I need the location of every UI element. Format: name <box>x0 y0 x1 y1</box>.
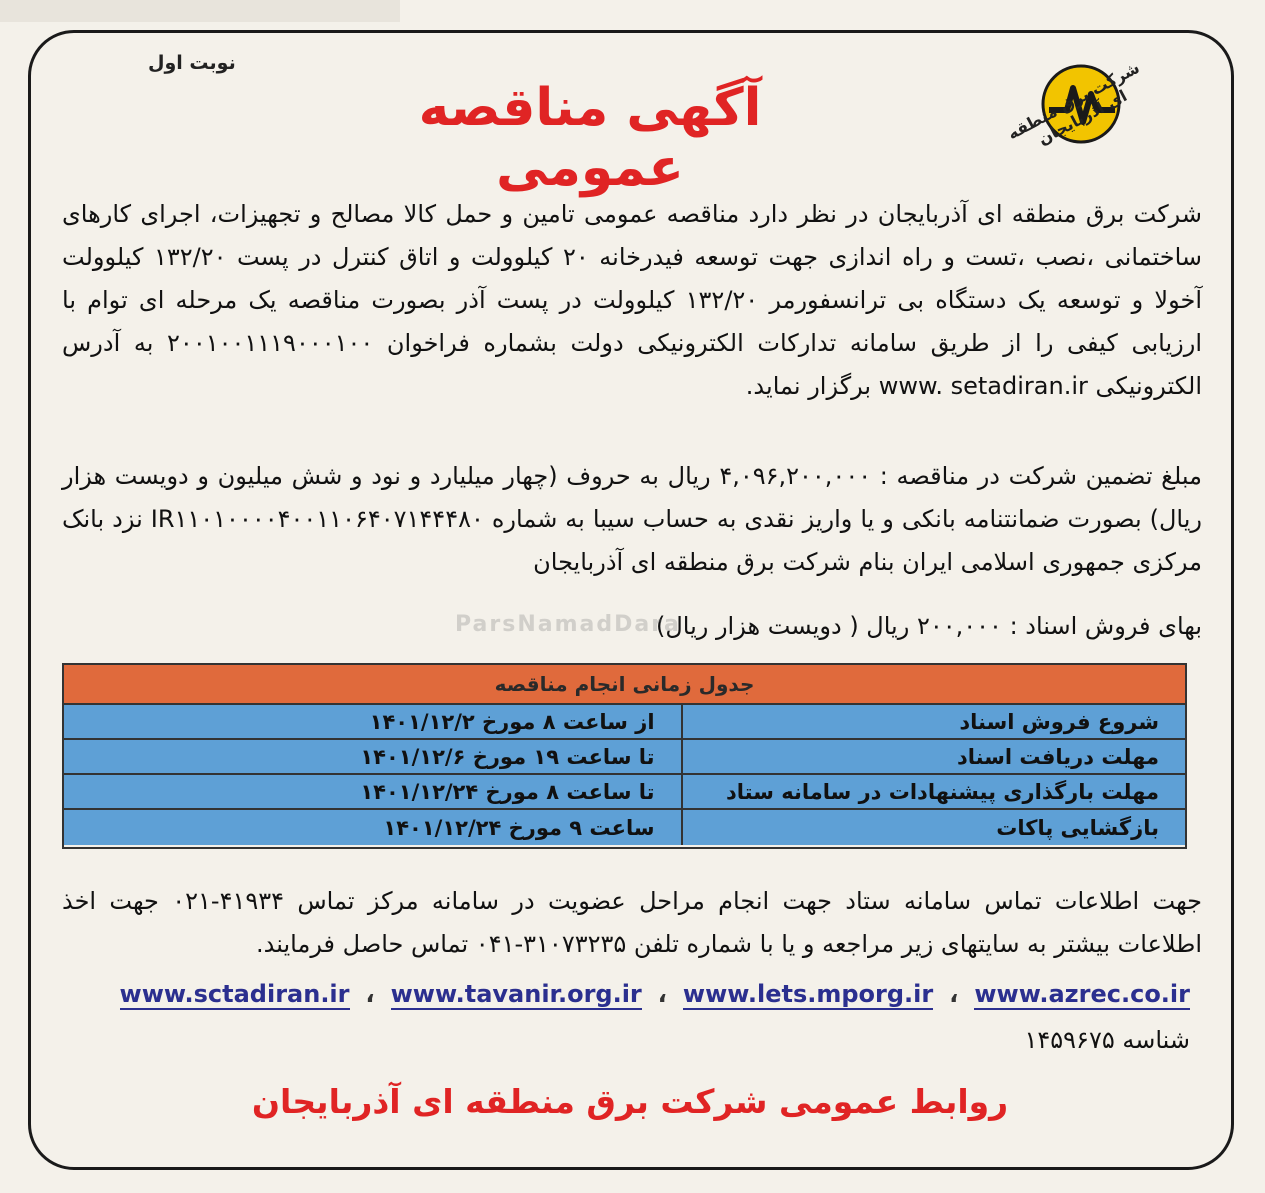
issue-badge: نوبت اول <box>148 52 236 74</box>
link-azrec[interactable]: www.azrec.co.ir <box>974 980 1190 1008</box>
link-sctadiran[interactable]: www.sctadiran.ir <box>119 980 350 1008</box>
schedule-value: تا ساعت ۱۹ مورخ ۱۴۰۱/۱۲/۶ <box>360 744 655 769</box>
link-lets-mporg[interactable]: www.lets.mporg.ir <box>682 980 934 1008</box>
tender-description: شرکت برق منطقه ای آذربایجان در نظر دارد مناقصه عمومی تامین و حمل کالا مصالح و تجهیزات، اجرای کارهای ساختمانی ،نصب ،تست و راه اندازی جهت توسعه فیدرخانه ۲۰ کیلوولت و اتاق کنترل در پست ۱۳۲/۲۰ کیلوولت آخولا و توسعه یک دستگاه بی ترانسفورمر ۱۳۲/۲۰ کیلوولت در پست آذر بصورت مناقصه یک مرحله ای توام با ارزیابی کیفی را از طریق سامانه تدارکات الکترونیکی دولت بشماره فراخوان ۲۰۰۱۰۰۱۱۱۹۰۰۰۱۰۰ به آدرس الکترونیکی www. setadiran.ir برگزار نماید. <box>62 200 1203 400</box>
schedule-label: شروع فروش اسناد <box>681 705 1185 738</box>
table-row <box>64 775 1185 810</box>
schedule-value: از ساعت ۸ مورخ ۱۴۰۱/۱۲/۲ <box>369 709 655 734</box>
link-separator: ، <box>365 980 375 1008</box>
link-separator: ، <box>949 980 959 1008</box>
website-links <box>62 980 1190 1010</box>
schedule-label: مهلت بارگذاری پیشنهادات در سامانه ستاد <box>681 775 1185 808</box>
contact-paragraph: جهت اطلاعات تماس سامانه ستاد جهت انجام مراحل عضویت در سامانه مرکز تماس ۴۱۹۳۴-۰۲۱ جهت اخذ اطلاعات بیشتر به سایتهای زیر مراجعه و یا با شماره تلفن ۳۱۰۷۳۲۳۵-۰۴۱ تماس حاصل فرمایند. <box>62 887 1203 958</box>
scan-edge <box>0 0 400 22</box>
logo-caption: شرکت برق منطقه ای آذربایجان <box>1004 57 1143 149</box>
ad-id: شناسه ۱۴۵۹۶۷۵ <box>1024 1026 1190 1054</box>
guarantee-paragraph: مبلغ تضمین شرکت در مناقصه : ۴,۰۹۶,۲۰۰,۰۰۰ ریال به حروف (چهار میلیارد و نود و شش میلیون و دویست هزار ریال) بصورت ضمانتنامه بانکی و یا واریز نقدی به حساب سیبا به شماره IR۱۱۰۱۰۰۰۰۴۰۰۱۱۰۶۴۰۷۱۴۴۴۸۰ نزد بانک مرکزی جمهوری اسلامی ایران بنام شرکت برق منطقه ای آذربایجان <box>62 462 1203 576</box>
link-tavanir[interactable]: www.tavanir.org.ir <box>390 980 642 1008</box>
schedule-value: ساعت ۹ مورخ ۱۴۰۱/۱۲/۲۴ <box>383 815 655 840</box>
page-title: آگهی مناقصه عمومی <box>418 78 762 198</box>
footer-signature: روابط عمومی شرکت برق منطقه ای آذربایجان <box>251 1082 1009 1121</box>
document-price: بهای فروش اسناد : ۲۰۰,۰۰۰ ریال ( دویست هزار ریال) <box>655 612 1202 640</box>
link-separator: ، <box>657 980 667 1008</box>
table-row <box>64 740 1185 775</box>
schedule-table <box>62 663 1187 849</box>
table-row <box>64 705 1185 740</box>
table-row <box>64 810 1185 845</box>
schedule-table-title: جدول زمانی انجام مناقصه <box>64 665 1185 705</box>
schedule-value: تا ساعت ۸ مورخ ۱۴۰۱/۱۲/۲۴ <box>360 779 655 804</box>
watermark: ParsNamadDara <box>455 612 681 637</box>
schedule-label: بازگشایی پاکات <box>681 810 1185 845</box>
schedule-label: مهلت دریافت اسناد <box>681 740 1185 773</box>
